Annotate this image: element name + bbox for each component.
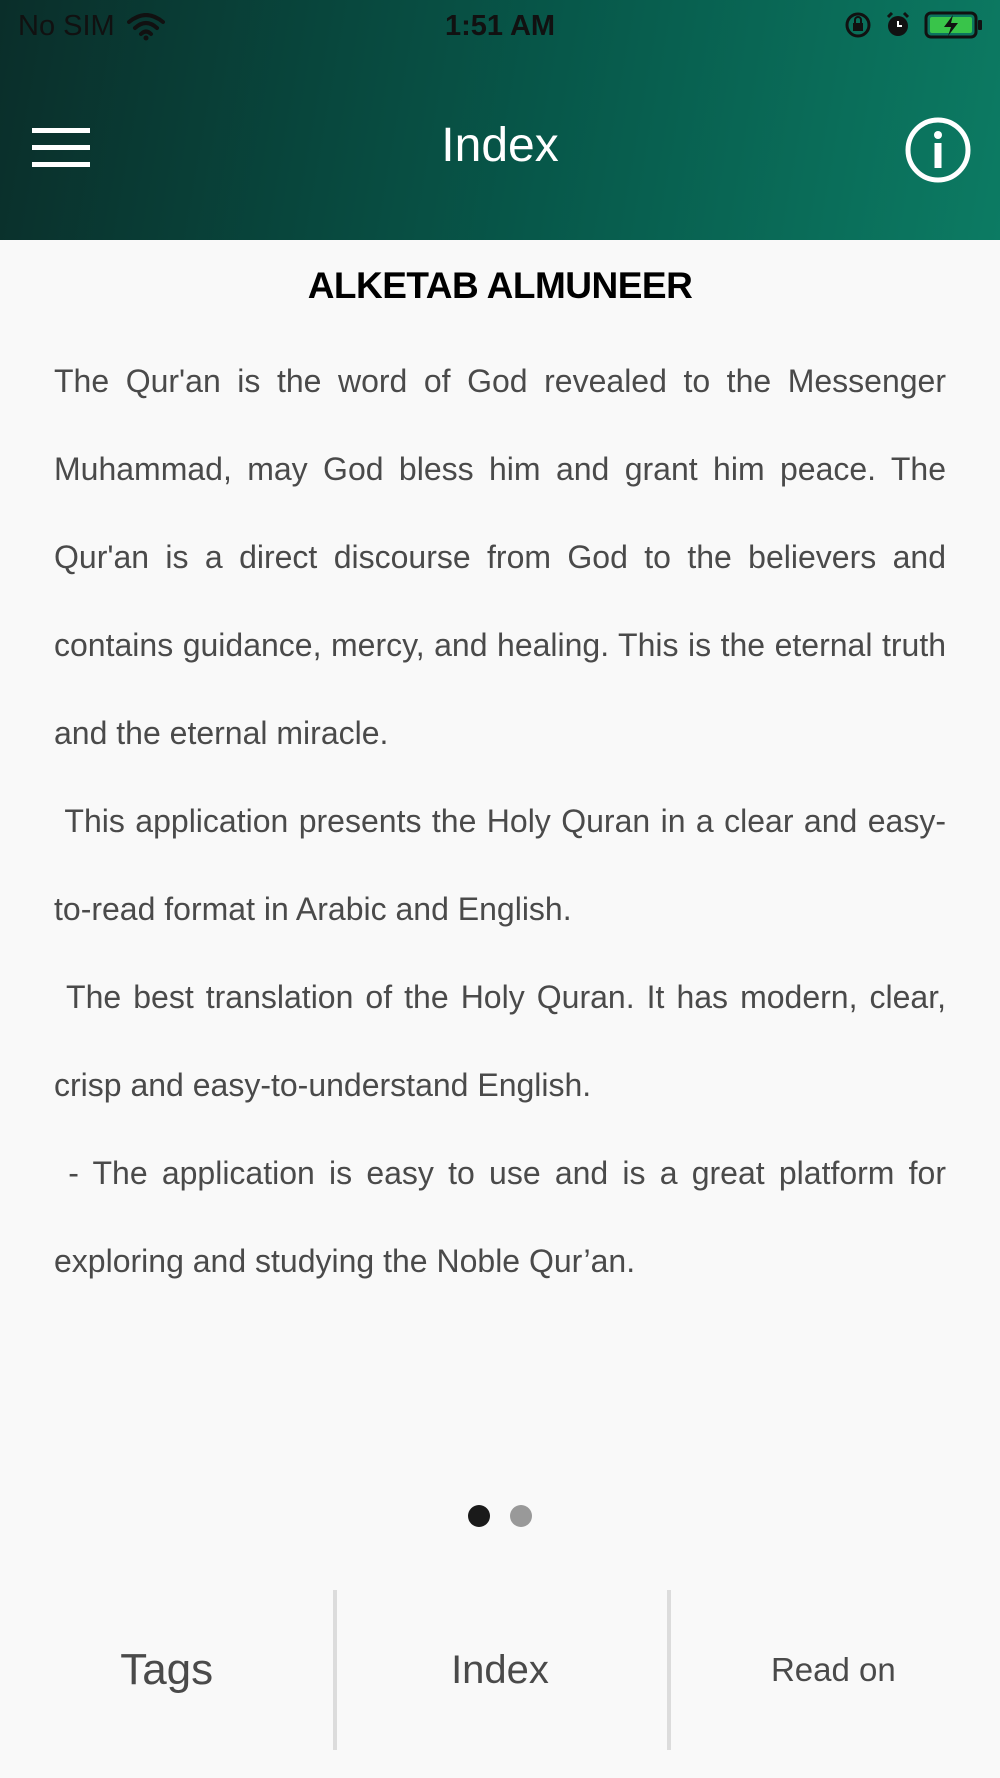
- status-bar: [0, 0, 1000, 56]
- intro-paragraph: - The application is easy to use and is a great platform for exploring and studying the Noble Qur’an.: [54, 1155, 946, 1279]
- intro-text: [54, 337, 946, 1305]
- intro-paragraph: The Qur'an is the word of God revealed to the Messenger Muhammad, may God bless him and grant him peace. The Qur'an is a direct discourse from God to the believers and contains guidance, mercy, and healing. This is the eternal truth and the eternal miracle.: [54, 363, 946, 751]
- page-title: Index: [441, 119, 559, 172]
- page-dot-1[interactable]: [468, 1505, 490, 1527]
- nav-bar: [0, 90, 1000, 210]
- page-dot-2[interactable]: [510, 1505, 532, 1527]
- orientation-lock-icon: [844, 11, 872, 39]
- app-header: [0, 0, 1000, 240]
- intro-paragraph: This application presents the Holy Quran in a clear and easy-to-read format in Arabic and English.: [54, 803, 946, 927]
- tab-tags[interactable]: Tags: [120, 1645, 214, 1694]
- intro-paragraph: The best translation of the Holy Quran. It has modern, clear, crisp and easy-to-understand English.: [54, 979, 946, 1103]
- tab-read-on[interactable]: Read on: [667, 1590, 1000, 1750]
- status-icons: [844, 10, 984, 40]
- status-time: 1:51 AM: [444, 10, 556, 42]
- alarm-icon: [884, 11, 912, 39]
- tab-index[interactable]: Index: [333, 1590, 666, 1750]
- intro-page: [0, 240, 1000, 1305]
- info-icon[interactable]: [904, 116, 972, 184]
- bottom-tab-bar: [0, 1590, 1000, 1750]
- page-indicator: [0, 1505, 1000, 1527]
- carrier-label: No SIM: [18, 10, 115, 42]
- app-title: ALKETAB ALMUNEER: [307, 265, 693, 306]
- battery-charging-icon: [924, 10, 984, 40]
